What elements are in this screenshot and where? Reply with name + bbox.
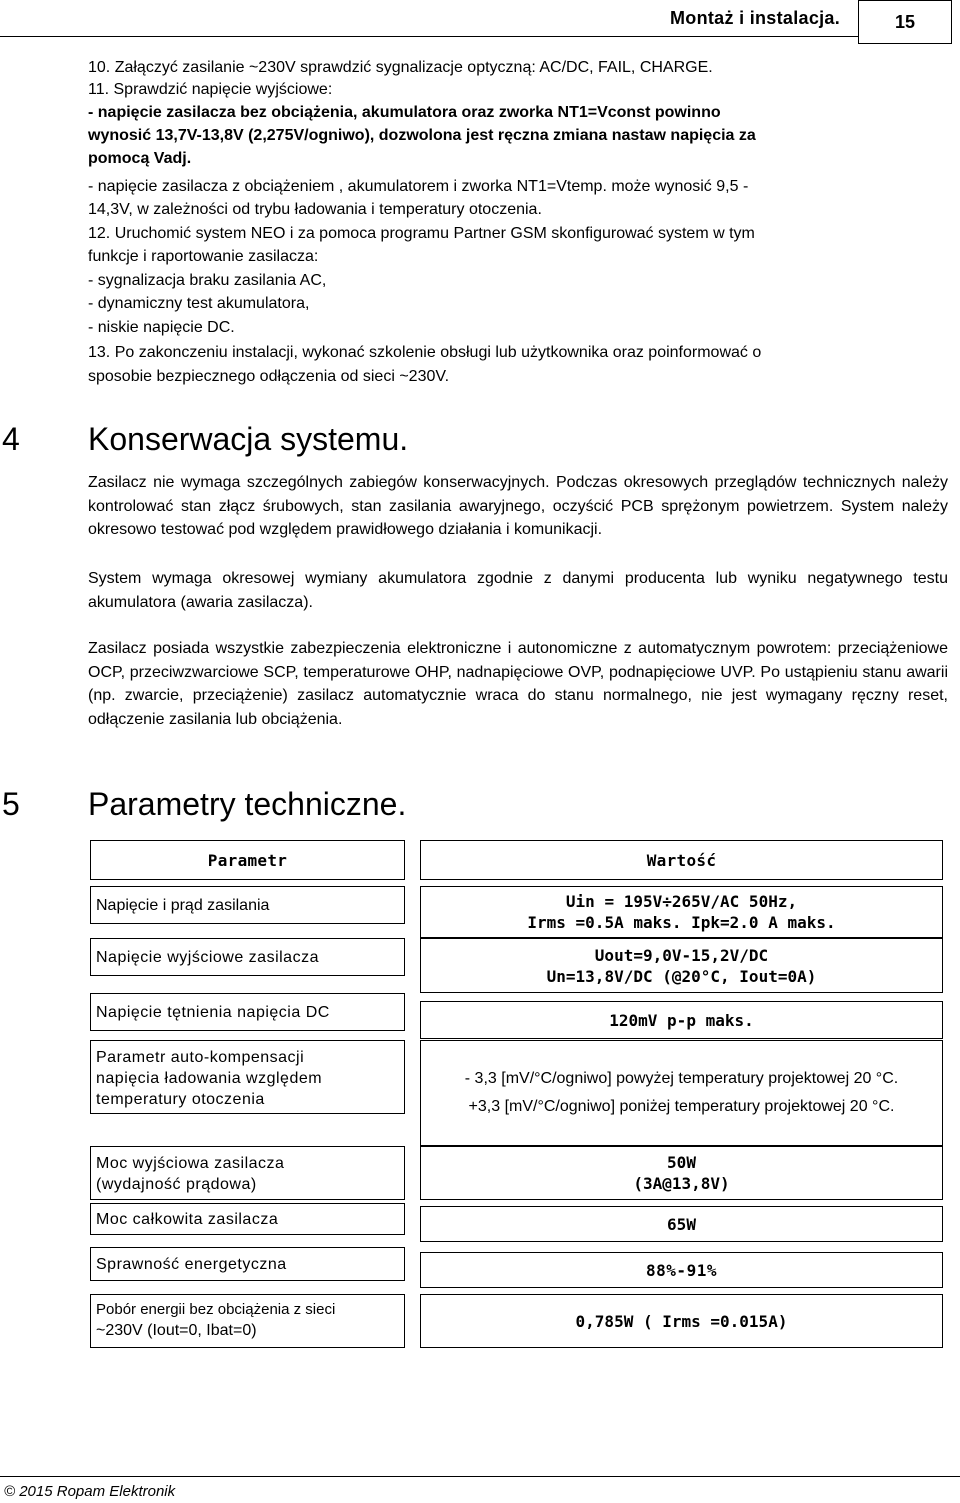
param-text: ~230V (Iout=0, Ibat=0) (96, 1322, 257, 1339)
step-12-line: funkcje i raportowanie zasilacza: (88, 248, 319, 265)
table-row-param (90, 1247, 405, 1281)
table-row-value (420, 938, 943, 993)
step-12: 12. Uruchomić system NEO i za pomoca programu Partner GSM skonfigurować system w tym (88, 225, 755, 242)
table-header-label: Parametr (207, 850, 288, 870)
param-text: napięcia ładowania względem (96, 1070, 323, 1087)
value-text: 65W (667, 1214, 696, 1234)
table-row-param (90, 993, 405, 1031)
section-5-title: Parametry techniczne. (88, 786, 407, 822)
value-text: 120mV p-p maks. (609, 1010, 754, 1030)
step-13: 13. Po zakonczeniu instalacji, wykonać szkolenie obsługi lub użytkownika oraz poinformować o (88, 344, 762, 361)
section-4-paragraph: System wymaga okresowej wymiany akumulatora zgodnie z danymi producenta lub wyniku negatywnego testu akumulatora (awaria zasilacza). (88, 570, 948, 611)
footer-copyright: © 2015 Ropam Elektronik (4, 1483, 176, 1500)
table-row-param (90, 938, 405, 976)
value-text: (3A@13,8V) (633, 1174, 730, 1193)
step-12-line: - niskie napięcie DC. (88, 319, 235, 336)
table-row-param (90, 1203, 405, 1235)
table-header-parametr (90, 840, 405, 880)
table-row-value (420, 1040, 943, 1146)
value-text: 0,785W ( Irms =0.015A) (575, 1311, 788, 1331)
header-divider (0, 36, 858, 37)
param-text: Napięcie tętnienia napięcia DC (96, 1003, 330, 1021)
table-row-value (420, 1146, 943, 1200)
step-10: 10. Załączyć zasilanie ~230V sprawdzić sygnalizacje optyczną: AC/DC, FAIL, CHARGE. (88, 59, 713, 76)
value-text: Irms =0.5A maks. Ipk=2.0 A maks. (527, 913, 836, 932)
param-text: Pobór energii bez obciążenia z sieci (96, 1301, 336, 1318)
value-text: +3,3 [mV/°C/ogniwo] poniżej temperatury projektowej 20 °C. (468, 1098, 895, 1115)
table-row-param (90, 1040, 405, 1114)
section-4-number: 4 (2, 421, 20, 457)
value-text: Uin = 195V÷265V/AC 50Hz, (565, 892, 798, 911)
param-text: Moc wyjściowa zasilacza (96, 1155, 285, 1172)
step-12-line: - dynamiczny test akumulatora, (88, 295, 310, 312)
table-row-value (420, 886, 943, 938)
table-header-label: Wartość (646, 850, 717, 870)
page-header-title: Montaż i instalacja. (670, 8, 841, 28)
table-row-value (420, 1252, 943, 1288)
param-text: (wydajność prądowa) (96, 1176, 257, 1193)
section-4-paragraph: Zasilacz posiada wszystkie zabezpieczenia elektroniczne i autonomiczne z automatycznym powrotem: przeciążeniowe OCP, przeciwzwarciowe SCP, temperaturowe OHP, nadnapięciowe OVP, podnapięciowe UVP. Po ustąpieniu stanu awarii (np. zwarcie, przeciążenie) zasilacz automatycznie wraca do stanu normalnego, nie jest wymagany ręczny reset, odłączenie zasilania lub obciążenia. (88, 640, 948, 728)
param-text: Sprawność energetyczna (96, 1255, 287, 1273)
value-text: - 3,3 [mV/°C/ogniwo] powyżej temperatury projektowej 20 °C. (464, 1070, 899, 1087)
value-text: Un=13,8V/DC (@20°C, Iout=0A) (546, 966, 817, 986)
table-header-wartosc (420, 840, 943, 880)
value-text: Uout=9,0V-15,2V/DC (594, 945, 769, 965)
table-row-value (420, 1294, 943, 1348)
section-4-title: Konserwacja systemu. (88, 421, 409, 457)
step-11-line: pomocą Vadj. (88, 150, 192, 167)
value-text: 50W (667, 1153, 696, 1172)
table-row-param (90, 1294, 405, 1348)
section-5-heading (2, 785, 406, 823)
table-row-param (90, 886, 405, 924)
param-text: Napięcie i prąd zasilania (96, 896, 270, 914)
step-12-line: - sygnalizacja braku zasilania AC, (88, 272, 327, 289)
step-11-line: - napięcie zasilacza bez obciążenia, akumulatora oraz zworka NT1=Vconst powinno (88, 104, 721, 121)
step-11-line: - napięcie zasilacza z obciążeniem , akumulatorem i zworka NT1=Vtemp. może wynosić 9,5 - (88, 178, 749, 195)
param-text: Napięcie wyjściowe zasilacza (96, 948, 319, 966)
section-5-number: 5 (2, 786, 20, 822)
table-row-param (90, 1146, 405, 1200)
section-4-heading (2, 420, 408, 458)
param-text: Moc całkowita zasilacza (96, 1210, 279, 1228)
table-row-value (420, 1001, 943, 1039)
param-text: temperatury otoczenia (96, 1091, 265, 1108)
table-row-value (420, 1206, 943, 1242)
value-text: 88%-91% (646, 1260, 717, 1280)
step-13-line: sposobie bezpiecznego odłączenia od sieci ~230V. (88, 368, 450, 385)
step-11-line: wynosić 13,7V-13,8V (2,275V/ogniwo), dozwolona jest ręczna zmiana nastaw napięcia za (88, 127, 756, 144)
step-11-line: 14,3V, w zależności od trybu ładowania i temperatury otoczenia. (88, 201, 542, 218)
param-text: Parametr auto-kompensacji (96, 1049, 305, 1066)
page-number: 15 (858, 0, 952, 44)
section-4-paragraph: Zasilacz nie wymaga szczególnych zabiegów konserwacyjnych. Podczas okresowych przeglądów technicznych należy kontrolować stan złącz śrubowych, stan zasilania awaryjnego, oczyścić PCB sprężonym powietrzem. System należy okresowo testować pod względem prawidłowego działania i komunikacji. (88, 474, 948, 538)
footer-divider (0, 1476, 960, 1477)
step-11: 11. Sprawdzić napięcie wyjściowe: (88, 81, 333, 98)
